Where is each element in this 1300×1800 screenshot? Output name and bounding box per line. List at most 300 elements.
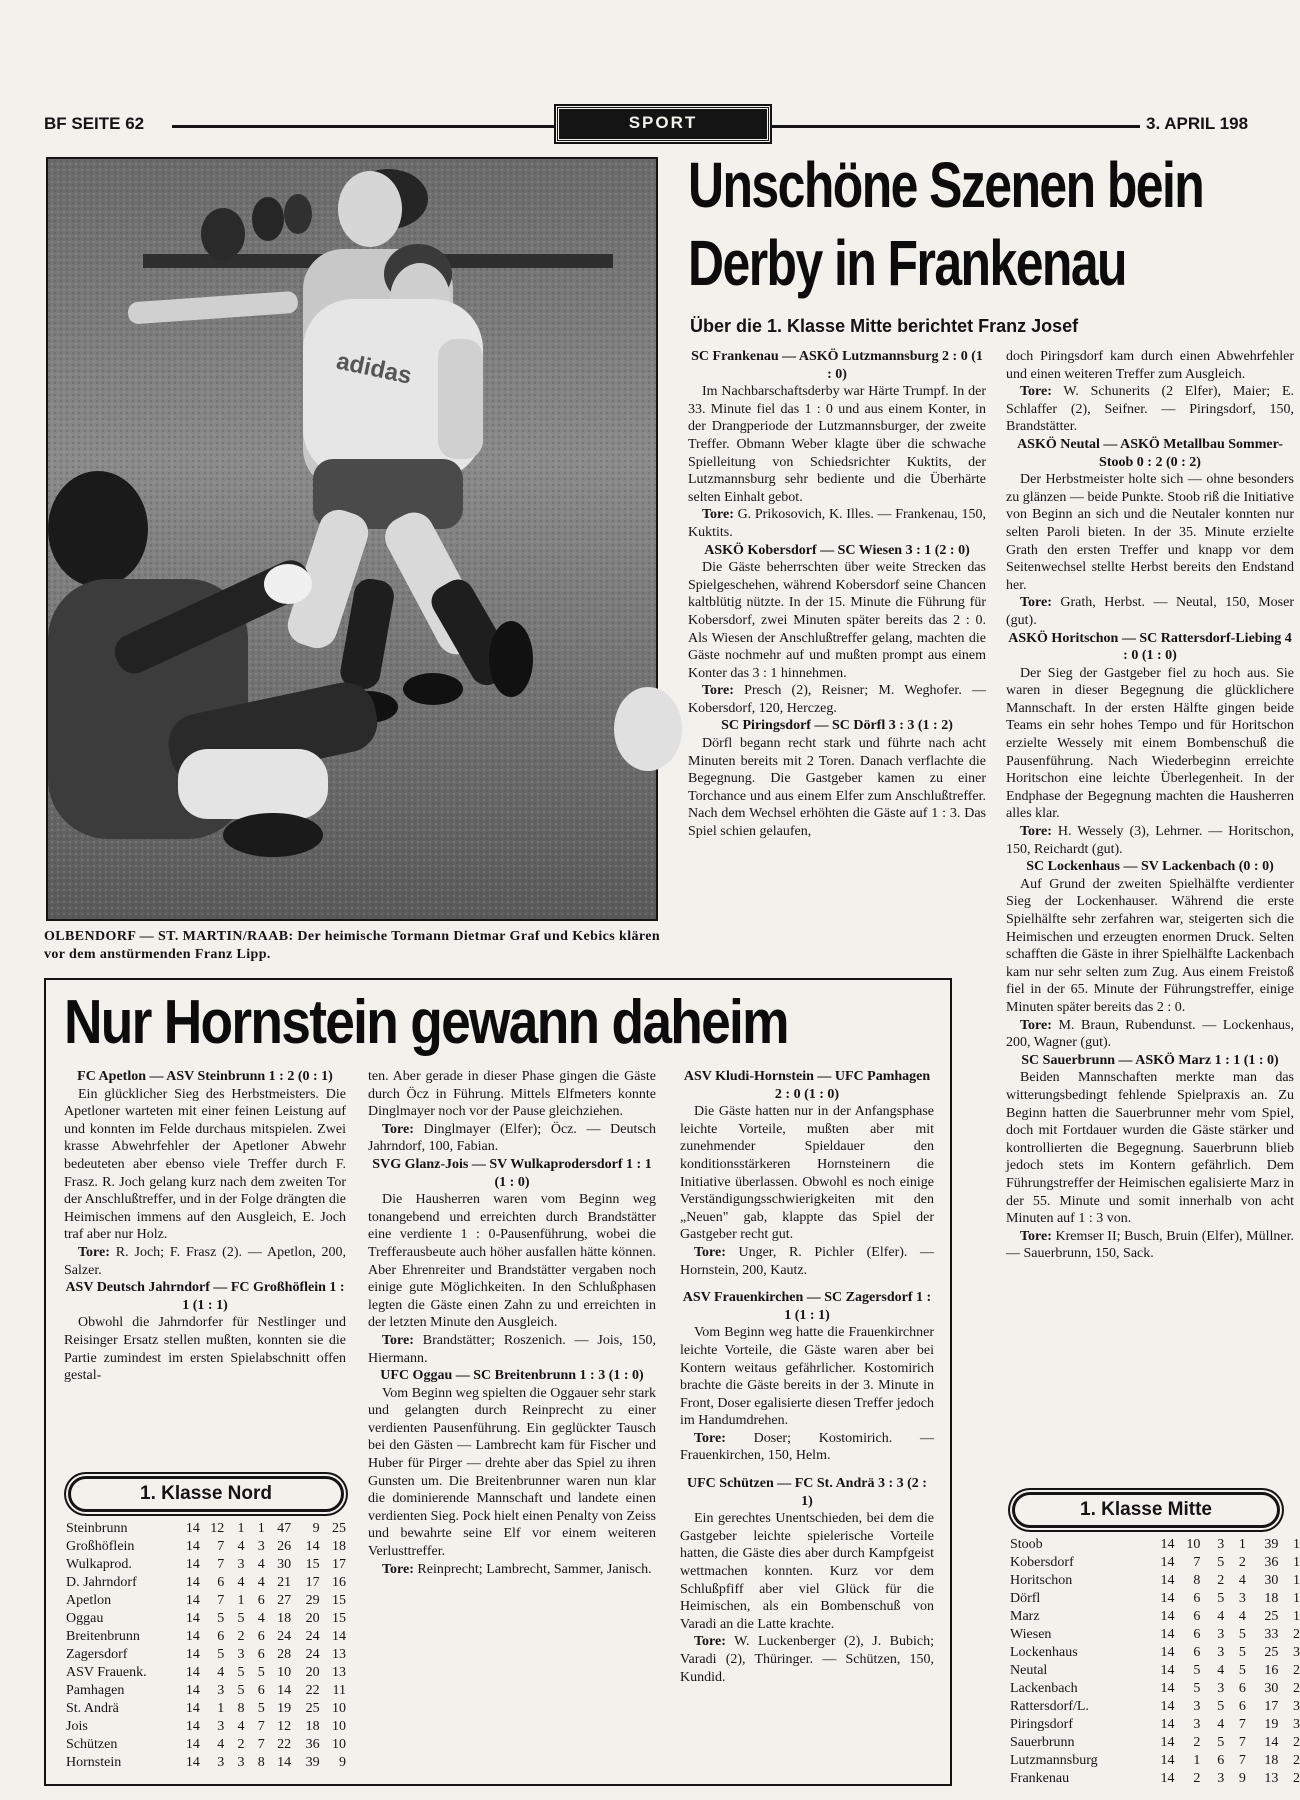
game-report: Der Herbstmeister holte sich — ohne besonders zu glänzen — beide Punkte. Stoob riß die Initiative von Beginn an sich und die Neutaler konnten nur selten Paroli bieten. In der 35. Minute erzielte Grath den ersten Treffer und knapp vor dem Seitenwechsel stellte Herbst bereits den Endstand her. (1006, 472, 1294, 593)
table-cell: 9 (312, 1521, 320, 1536)
game-title: ASKÖ Kobersdorf — SC Wiesen 3 : 1 (2 : 0) (704, 542, 970, 558)
table-cell: 22 (305, 1683, 320, 1698)
table-cell: 15 (305, 1557, 320, 1572)
bottom-headline: Nur Hornstein gewann daheim (64, 988, 788, 1057)
table-cell: 4 (237, 1575, 245, 1590)
game-report: Obwohl die Jahrndorfer für Nestlinger und Reisinger Ersatz stellen mußten, konnten sie die Partie zumindest im ersten Spielabschnitt offen gestal- (64, 1315, 346, 1384)
table-cell: 1 (1293, 1591, 1300, 1606)
table-cell: 4 (237, 1539, 245, 1554)
game-scorers: Tore: Kremser II; Busch, Bruin (Elfer), Müllner. — Sauerbrunn, 150, Sack. (1006, 1228, 1294, 1262)
table-cell: 3 (1238, 1591, 1246, 1606)
table-cell: 2 (237, 1629, 245, 1644)
table-cell: 5 (1217, 1555, 1225, 1570)
table-cell: 16 (332, 1575, 346, 1590)
table-cell: 7 (1238, 1735, 1246, 1750)
team-name: Wulkaprod. (66, 1557, 132, 1572)
game-scorers: Tore: M. Braun, Rubendunst. — Lockenhaus, 200, Wagner (gut). (1006, 1017, 1294, 1051)
team-name: Stoob (1010, 1537, 1043, 1552)
table-cell: 5 (1238, 1663, 1246, 1678)
table-cell: 47 (277, 1521, 292, 1536)
table-cell: 29 (305, 1593, 320, 1608)
standings-nord (66, 1520, 346, 1772)
photo-caption: OLBENDORF — ST. MARTIN/RAAB: Der heimische Tormann Dietmar Graf und Kebics klären vor dem anstürmenden Franz Lipp. (44, 929, 661, 962)
table-cell: 2 (1293, 1663, 1300, 1678)
table-cell: 7 (257, 1737, 265, 1752)
table-cell: 2 (1293, 1627, 1300, 1642)
table-cell: 14 (1160, 1591, 1175, 1606)
table-cell: 4 (217, 1737, 225, 1752)
table-cell: 1 (257, 1521, 265, 1536)
table-cell: 3 (1193, 1717, 1201, 1732)
table-cell: 7 (217, 1593, 225, 1608)
table-cell: 25 (1264, 1645, 1279, 1660)
table-cell: 1 (217, 1701, 225, 1716)
game-scorers: Tore: Reinprecht; Lambrecht, Sammer, Janisch. (382, 1561, 652, 1577)
game-scorers: Tore: Doser; Kostomirich. — Frauenkirchen, 150, Helm. (680, 1430, 934, 1464)
header-rule-left (172, 125, 556, 128)
table-cell: 36 (1264, 1555, 1279, 1570)
bottom-column-2 (368, 1068, 656, 1780)
table-row (1010, 1680, 1300, 1698)
table-cell: 12 (210, 1521, 225, 1536)
byline: Über die 1. Klasse Mitte berichtet Franz Josef (690, 316, 1079, 336)
table-cell: 14 (185, 1701, 200, 1716)
headline-line-1: Unschöne Szenen bein (688, 149, 1204, 221)
page-number: BF SEITE 62 (44, 114, 145, 133)
table-cell: 5 (1193, 1681, 1201, 1696)
table-cell: 3 (237, 1755, 245, 1770)
table-row (66, 1538, 346, 1556)
table-cell: 13 (1264, 1771, 1279, 1786)
team-name: Dörfl (1010, 1591, 1041, 1606)
table-cell: 3 (217, 1683, 225, 1698)
table-cell: 3 (1217, 1645, 1225, 1660)
table-cell: 14 (185, 1755, 200, 1770)
game-scorers: Tore: Presch (2), Reisner; M. Weghofer. — Kobersdorf, 120, Herczeg. (688, 683, 986, 716)
table-cell: 25 (332, 1521, 346, 1536)
game-title: UFC Schützen — FC St. Andrä 3 : 3 (2 : 1) (687, 1476, 927, 1509)
team-name: St. Andrä (66, 1701, 119, 1716)
team-name: Piringsdorf (1010, 1717, 1073, 1732)
table-cell: 1 (237, 1593, 245, 1608)
table-cell: 14 (1160, 1717, 1175, 1732)
table-cell: 14 (1160, 1771, 1175, 1786)
table-cell: 17 (305, 1575, 320, 1590)
table-cell: 6 (1238, 1681, 1246, 1696)
game-title: SC Sauerbrunn — ASKÖ Marz 1 : 1 (1 : 0) (1021, 1052, 1279, 1068)
section-label: SPORT (556, 106, 770, 142)
game-title: ASKÖ Horitschon — SC Rattersdorf-Liebing 4 : 0 (1 : 0) (1008, 630, 1292, 664)
game-title: ASV Deutsch Jahrndorf — FC Großhöflein 1 : 1 (1 : 1) (65, 1280, 345, 1313)
table-cell: 14 (185, 1557, 200, 1572)
table-cell: 4 (1238, 1609, 1246, 1624)
table-cell: 3 (1193, 1699, 1201, 1714)
table-cell: 14 (1160, 1573, 1175, 1588)
table-row (1010, 1644, 1300, 1662)
team-name: Schützen (66, 1737, 118, 1752)
table-cell: 5 (237, 1611, 245, 1626)
table-cell: 1 (1193, 1753, 1201, 1768)
table-cell: 5 (237, 1665, 245, 1680)
table-cell: 12 (277, 1719, 292, 1734)
game-title: ASKÖ Neutal — ASKÖ Metallbau Sommer-Stoob 0 : 2 (0 : 2) (1017, 436, 1283, 470)
top-column-1 (688, 348, 986, 968)
table-cell: 24 (277, 1629, 292, 1644)
table-cell: 30 (1264, 1681, 1279, 1696)
table-cell: 1 (1293, 1537, 1300, 1552)
table-cell: 7 (257, 1719, 265, 1734)
table-cell: 6 (1193, 1591, 1201, 1606)
table-cell: 1 (1293, 1609, 1300, 1624)
table-row (66, 1718, 346, 1736)
table-cell: 18 (1264, 1753, 1279, 1768)
table-cell: 2 (1293, 1681, 1300, 1696)
table-row (1010, 1608, 1300, 1626)
table-cell: 6 (1193, 1627, 1201, 1642)
table-cell: 27 (277, 1593, 292, 1608)
game-scorers: Tore: R. Joch; F. Frasz (2). — Apetlon, 200, Salzer. (64, 1244, 346, 1278)
standings-mitte (1010, 1536, 1300, 1788)
table-cell: 5 (1217, 1591, 1225, 1606)
game-report: Der Sieg der Gastgeber fiel zu hoch aus. Sie waren in dieser Begegnung die glücklichere Mannschaft. In der ersten Hälfte gingen beide Teams ein sehr hohes Tempo und für Horitschon erzielte Wessely mit einem Bombenschuß die Pausenführung. Nach Wiederbeginn erreichte Horitschon eine leichte Überlegenheit. In der Endphase der Begegnung machten die Hausherren alles klar. (1006, 665, 1294, 822)
game-report: ten. Aber gerade in dieser Phase gingen die Gäste durch Öcz in Führung. Mittels Elfmeters konnte Dinglmayer noch vor der Pause gleichziehen. (368, 1069, 656, 1120)
table-cell: 14 (185, 1647, 200, 1662)
table-cell: 3 (1217, 1537, 1225, 1552)
table-cell: 14 (305, 1539, 320, 1554)
table-cell: 2 (1217, 1573, 1225, 1588)
table-cell: 4 (257, 1557, 265, 1572)
game-scorers: Tore: Grath, Herbst. — Neutal, 150, Moser (gut). (1006, 595, 1294, 628)
table-title-mitte: 1. Klasse Mitte (1012, 1492, 1280, 1528)
team-name: Sauerbrunn (1010, 1735, 1075, 1750)
table-cell: 3 (217, 1755, 225, 1770)
headline-line-2: Derby in Frankenau (688, 227, 1126, 299)
game-scorers: Tore: H. Wessely (3), Lehrner. — Horitschon, 150, Reichardt (gut). (1006, 824, 1294, 857)
game-scorers: Tore: Unger, R. Pichler (Elfer). — Hornstein, 200, Kautz. (680, 1244, 934, 1278)
game-report: Ein glücklicher Sieg des Herbstmeisters. Die Apetloner warteten mit einer feinen Leistung auf und konnten im Felde durchaus mitspielen. Zwei krasse Abwehrfehler der Apetloner Abwehr bedeuteten aber ebenso viele Treffer durch F. Frasz. R. Joch gelang kurz nach dem zweiten Tor der Anschlußtreffer, und in der Folge drängten die Heimischen immens auf den Ausgleich, E. Joch traf aber nur Holz. (64, 1086, 346, 1243)
team-name: Jois (66, 1719, 88, 1734)
table-cell: 14 (185, 1629, 200, 1644)
standings-table-nord (66, 1520, 348, 1782)
table-row (66, 1574, 346, 1592)
team-name: Breitenbrunn (66, 1629, 140, 1644)
table-cell: 14 (185, 1683, 200, 1698)
game-title: ASV Frauenkirchen — SC Zagersdorf 1 : 1 (1 : 1) (682, 1290, 932, 1323)
table-cell: 8 (1193, 1573, 1201, 1588)
table-row (66, 1610, 346, 1628)
table-cell: 14 (185, 1737, 200, 1752)
table-row (66, 1700, 346, 1718)
table-row (1010, 1716, 1300, 1734)
table-cell: 4 (257, 1611, 265, 1626)
table-cell: 6 (257, 1683, 265, 1698)
table-cell: 36 (305, 1737, 320, 1752)
table-cell: 22 (277, 1737, 292, 1752)
table-cell: 3 (1217, 1681, 1225, 1696)
table-cell: 30 (277, 1557, 292, 1572)
table-cell: 14 (332, 1629, 346, 1644)
table-cell: 19 (1264, 1717, 1279, 1732)
header-rule-right (770, 125, 1140, 128)
team-name: Lackenbach (1010, 1681, 1078, 1696)
bottom-column-3 (680, 1068, 934, 1780)
game-report: Vom Beginn weg spielten die Oggauer sehr stark und gelangten durch Reinprecht zu einer verdienten Pausenführung. Ein geglückter Tausch bei den Gästen — Lambrecht kam für Fischer und Huber für Pirger — drehte aber das Spiel zu ihren Gunsten um. Die Breitenbrunner waren nun klar die dominierende Mannschaft und landete einen verdienten Sieg. Pock hielt einen Penalty von Zeiss und bewahrte seine Elf vor einem weiteren Verlusttreffer. (368, 1385, 656, 1560)
table-cell: 14 (1160, 1645, 1175, 1660)
table-cell: 25 (1264, 1609, 1279, 1624)
game-report: Die Gäste hatten nur in der Anfangsphase leichte Vorteile, mußten aber mit zunehmender Spieldauer den konditionsstärkeren Hornsteinern die Initiative überlassen. Obwohl es noch einige Verständigungsschwierigkeiten mit den „Neuen" gab, klappte das Spiel der Gastgeber recht gut. (680, 1104, 934, 1243)
table-cell: 7 (217, 1557, 225, 1572)
team-name: Zagersdorf (66, 1647, 128, 1662)
table-cell: 8 (257, 1755, 265, 1770)
game-report: Beiden Mannschaften merkte man das witterungsbedingt fehlende Spielpraxis an. Zu Beginn hatten die Sauerbrunner mehr vom Spiel, doch mit Fortdauer wurden die Gäste stärker und kontrollierten die Begegnung. Sauerbrunn blieb jedoch stets im Kontern gefährlich. Dem Führungstreffer der Heimischen egalisierte Marz in der 55. Minute und somit innerhalb von acht Minuten auf 1 : 3 von. (1006, 1070, 1294, 1227)
table-cell: 6 (257, 1593, 265, 1608)
table-title-nord: 1. Klasse Nord (68, 1476, 344, 1512)
game-title: FC Apetlon — ASV Steinbrunn 1 : 2 (0 : 1) (77, 1069, 333, 1084)
table-row (1010, 1626, 1300, 1644)
table-cell: 8 (237, 1701, 245, 1716)
table-cell: 20 (305, 1611, 320, 1626)
team-name: Rattersdorf/L. (1010, 1699, 1089, 1714)
table-cell: 1 (1293, 1573, 1300, 1588)
table-row (66, 1628, 346, 1646)
table-cell: 11 (332, 1683, 346, 1698)
table-cell: 15 (332, 1611, 346, 1626)
table-cell: 10 (332, 1719, 346, 1734)
table-cell: 5 (217, 1611, 225, 1626)
table-cell: 18 (332, 1539, 346, 1554)
table-row (1010, 1698, 1300, 1716)
table-cell: 3 (217, 1719, 225, 1734)
table-cell: 6 (1217, 1753, 1225, 1768)
team-name: Frankenau (1010, 1771, 1070, 1786)
table-cell: 2 (1193, 1735, 1201, 1750)
table-cell: 5 (257, 1665, 265, 1680)
table-cell: 6 (1193, 1609, 1201, 1624)
table-row (66, 1646, 346, 1664)
table-cell: 14 (185, 1611, 200, 1626)
table-cell: 3 (257, 1539, 265, 1554)
table-cell: 3 (1217, 1627, 1225, 1642)
table-row (1010, 1572, 1300, 1590)
table-cell: 14 (1160, 1735, 1175, 1750)
table-cell: 3 (237, 1557, 245, 1572)
table-cell: 4 (257, 1575, 265, 1590)
table-cell: 14 (277, 1683, 292, 1698)
table-cell: 14 (1160, 1537, 1175, 1552)
table-cell: 6 (257, 1629, 265, 1644)
table-cell: 28 (277, 1647, 292, 1662)
table-cell: 3 (1217, 1771, 1225, 1786)
table-cell: 5 (237, 1683, 245, 1698)
table-row (66, 1754, 346, 1772)
game-title: SVG Glanz-Jois — SV Wulkaprodersdorf 1 : 1 (1 : 0) (372, 1156, 652, 1190)
table-cell: 20 (305, 1665, 320, 1680)
table-cell: 1 (1238, 1537, 1246, 1552)
table-cell: 14 (185, 1575, 200, 1590)
table-cell: 6 (217, 1629, 225, 1644)
team-name: Lockenhaus (1010, 1645, 1078, 1660)
table-cell: 4 (1217, 1717, 1225, 1732)
table-cell: 16 (1264, 1663, 1279, 1678)
table-cell: 2 (1238, 1555, 1246, 1570)
game-report: Ein gerechtes Unentschieden, bei dem die Gastgeber leichte spielerische Vorteile hatten, die Gäste dies aber durch Kampfgeist wettmachen konnten. Kurz vor dem Schlußpfiff aber viel Glück für die Heimischen, als ein Bombenschuß von Varadi an die Latte krachte. (680, 1511, 934, 1632)
table-cell: 1 (237, 1521, 245, 1536)
table-cell: 25 (305, 1701, 320, 1716)
table-cell: 14 (185, 1719, 200, 1734)
team-name: Lutzmannsburg (1010, 1753, 1098, 1768)
table-cell: 6 (217, 1575, 225, 1590)
table-cell: 2 (1293, 1735, 1300, 1750)
table-row (1010, 1554, 1300, 1572)
table-cell: 3 (1293, 1699, 1300, 1714)
game-title: SC Piringsdorf — SC Dörfl 3 : 3 (1 : 2) (721, 718, 953, 734)
team-name: Kobersdorf (1010, 1555, 1074, 1570)
team-name: Wiesen (1010, 1627, 1052, 1642)
table-cell: 13 (332, 1665, 346, 1680)
table-cell: 17 (332, 1557, 346, 1572)
team-name: Hornstein (66, 1755, 122, 1770)
table-cell: 14 (1160, 1681, 1175, 1696)
team-name: D. Jahrndorf (66, 1575, 137, 1590)
photo-illustration (48, 159, 656, 919)
bottom-column-1 (64, 1068, 346, 1468)
game-scorers: Tore: G. Prikosovich, K. Illes. — Frankenau, 150, Kuktits. (688, 507, 986, 540)
table-cell: 24 (305, 1647, 320, 1662)
game-report: Die Gäste beherrschten über weite Strecken das Spielgeschehen, während Kobersdorf seine Chancen kaltblütig nützte. In der 15. Minute die Führung für Kobersdorf, zwei Minuten später bereits das 2 : 0. Als Wiesen der Anschlußtreffer gelang, machten die Gäste nochmehr auf und mußten prompt aus einem Konter das 3 : 1 hinnehmen. (688, 560, 986, 681)
table-cell: 4 (1238, 1573, 1246, 1588)
table-cell: 14 (1160, 1699, 1175, 1714)
table-cell: 9 (1238, 1771, 1246, 1786)
game-scorers: Tore: W. Luckenberger (2), J. Bubich; Varadi (2), Thüringer. — Schützen, 150, Kundid. (680, 1634, 934, 1685)
standings-table-mitte (1010, 1536, 1300, 1798)
table-cell: 7 (1193, 1555, 1201, 1570)
table-cell: 2 (1193, 1771, 1201, 1786)
game-report: doch Piringsdorf kam durch einen Abwehrfehler und einen weiteren Treffer zum Ausgleich. (1006, 349, 1294, 382)
table-cell: 3 (1293, 1645, 1300, 1660)
game-scorers: Tore: Brandstätter; Roszenich. — Jois, 150, Hiermann. (368, 1332, 656, 1366)
table-cell: 1 (1293, 1555, 1300, 1570)
table-row (66, 1664, 346, 1682)
match-photo (46, 157, 658, 921)
table-cell: 10 (1186, 1537, 1201, 1552)
team-name: Steinbrunn (66, 1521, 128, 1536)
table-cell: 4 (1217, 1609, 1225, 1624)
game-report: Vom Beginn weg hatte die Frauenkirchner leichte Vorteile, die Gäste waren aber bei Kontern weitaus gefährlicher. Kostomirich brachte die Gäste bereits in der 3. Minute in Front, Doser egalisierte diesen Treffer jedoch im Handumdrehen. (680, 1325, 935, 1429)
table-cell: 3 (237, 1647, 245, 1662)
table-cell: 14 (1160, 1627, 1175, 1642)
table-cell: 18 (277, 1611, 292, 1626)
table-cell: 14 (1160, 1753, 1175, 1768)
game-scorers: Tore: W. Schunerits (2 Elfer), Maier; E. Schlaffer (2), Seifner. — Piringsdorf, 150, Brandstätter. (1006, 384, 1294, 435)
table-cell: 10 (332, 1737, 346, 1752)
top-column-2 (1006, 348, 1294, 1453)
table-cell: 5 (217, 1647, 225, 1662)
game-report: Im Nachbarschaftsderby war Härte Trumpf. In der 33. Minute fiel das 1 : 0 und aus einem Konter, in der Drangperiode der Lutzmannsburger, der zweite Treffer. Obmann Weber klagte über die schwache Spielleitung von Schiedsrichter Kuktits, der Lutzmannsburg sehr bediente und die Überhärte selten Einhalt gebot. (688, 384, 986, 505)
team-name: Neutal (1010, 1663, 1048, 1678)
table-cell: 5 (1217, 1735, 1225, 1750)
table-cell: 9 (339, 1755, 346, 1770)
team-name: Apetlon (66, 1593, 112, 1608)
table-cell: 39 (1264, 1537, 1279, 1552)
table-row (1010, 1536, 1300, 1554)
game-report: Die Hausherren waren vom Beginn weg tonangebend und erreichten durch Brandstätter eine verdiente 1 : 0-Pausenführung, wobei die Trefferausbeute auch höher ausfallen hätte können. Aber Ehrenreiter und Brandstätter vergaben noch einige gute Möglichkeiten. In den Schlußphasen legten die Gäste einen Zahn zu und erreichten in der letzten Minute den Ausgleich. (368, 1192, 656, 1331)
table-row (1010, 1770, 1300, 1788)
game-report: Dörfl begann recht stark und führte nach acht Minuten bereits mit 2 Toren. Danach verflachte die Begegnung. Die Gastgeber kamen zu einer Torchance und aus einem Elfer zum Anschlußtreffer. Nach dem Wechsel erhöhten die Gäste auf 1 : 3. Das Spiel schien gelaufen, (688, 736, 986, 840)
table-row (1010, 1662, 1300, 1680)
table-cell: 14 (277, 1755, 292, 1770)
table-cell: 18 (1264, 1591, 1279, 1606)
issue-date: 3. APRIL 198 (1146, 114, 1249, 133)
table-cell: 14 (185, 1521, 200, 1536)
table-cell: 14 (1160, 1663, 1175, 1678)
team-name: Marz (1010, 1609, 1040, 1624)
table-cell: 10 (277, 1665, 292, 1680)
table-cell: 21 (277, 1575, 292, 1590)
table-cell: 14 (185, 1539, 200, 1554)
table-cell: 2 (237, 1737, 245, 1752)
team-name: Horitschon (1010, 1573, 1073, 1588)
table-cell: 17 (1264, 1699, 1279, 1714)
table-cell: 5 (1217, 1699, 1225, 1714)
table-cell: 7 (1238, 1717, 1246, 1732)
team-name: ASV Frauenk. (66, 1665, 147, 1680)
table-cell: 4 (217, 1665, 225, 1680)
game-title: SC Frankenau — ASKÖ Lutzmannsburg 2 : 0 (1 : 0) (691, 349, 983, 382)
table-row (66, 1736, 346, 1754)
game-title: ASV Kludi-Hornstein — UFC Pamhagen 2 : 0 (1 : 0) (683, 1069, 931, 1102)
table-cell: 30 (1264, 1573, 1279, 1588)
table-cell: 26 (277, 1539, 292, 1554)
team-name: Pamhagen (66, 1683, 125, 1698)
table-cell: 15 (332, 1593, 346, 1608)
table-cell: 24 (305, 1629, 320, 1644)
game-report: Auf Grund der zweiten Spielhälfte verdienter Sieg der Lockenhauser. Während die erste Spielhälfte sehr zerfahren war, steigerten sich die Heimischen und erzeugten enormen Druck. Selten schafften die Gäste in ihrer Spielhälfte Lackenbach kam nur sehr selten zum Zug. Aus einem Freistoß fiel in der 65. Minute der Führungstreffer, einige Minuten später bereits das 2 : 0. (1006, 876, 1294, 1015)
table-cell: 4 (1217, 1663, 1225, 1678)
table-cell: 6 (1238, 1699, 1246, 1714)
table-cell: 33 (1264, 1627, 1279, 1642)
table-cell: 14 (185, 1665, 200, 1680)
game-title: SC Lockenhaus — SV Lackenbach (0 : 0) (1026, 859, 1274, 875)
table-row (1010, 1752, 1300, 1770)
game-scorers: Tore: Dinglmayer (Elfer); Öcz. — Deutsch Jahrndorf, 100, Fabian. (368, 1121, 656, 1155)
table-row (1010, 1734, 1300, 1752)
table-cell: 14 (185, 1593, 200, 1608)
team-name: Großhöflein (66, 1539, 135, 1554)
table-cell: 3 (1293, 1717, 1300, 1732)
table-cell: 7 (1238, 1753, 1246, 1768)
table-cell: 5 (1238, 1645, 1246, 1660)
table-cell: 5 (1193, 1663, 1201, 1678)
table-row (66, 1682, 346, 1700)
table-cell: 13 (332, 1647, 346, 1662)
table-cell: 18 (305, 1719, 320, 1734)
table-cell: 14 (1264, 1735, 1279, 1750)
table-cell: 14 (1160, 1609, 1175, 1624)
table-cell: 4 (237, 1719, 245, 1734)
table-cell: 19 (277, 1701, 292, 1716)
table-cell: 2 (1293, 1771, 1300, 1786)
team-name: Oggau (66, 1611, 104, 1626)
game-title: UFC Oggau — SC Breitenbrunn 1 : 3 (1 : 0) (380, 1368, 644, 1384)
table-cell: 2 (1293, 1753, 1300, 1768)
table-cell: 7 (217, 1539, 225, 1554)
table-cell: 39 (305, 1755, 320, 1770)
shirt-text: adidas (334, 347, 414, 390)
table-cell: 6 (257, 1647, 265, 1662)
table-cell: 6 (1193, 1645, 1201, 1660)
table-row (66, 1520, 346, 1538)
table-row (66, 1556, 346, 1574)
